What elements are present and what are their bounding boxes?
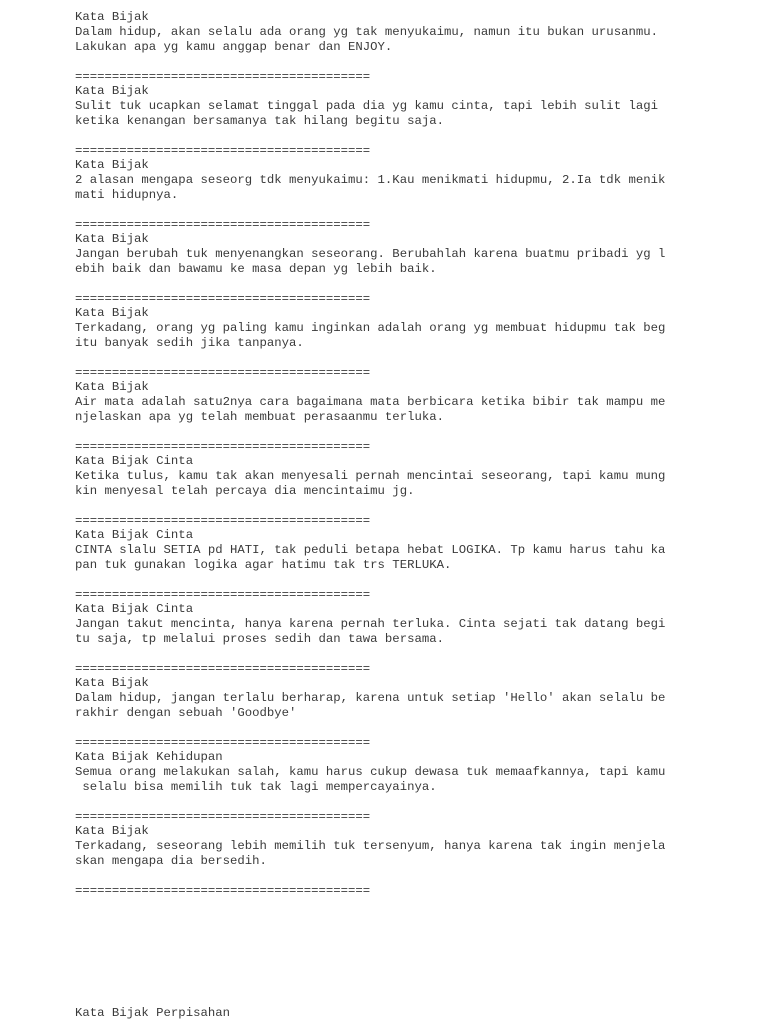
separator-line: ======================================== [75,440,371,454]
entry-text-line: Dalam hidup, jangan terlalu berharap, karena untuk setiap 'Hello' akan selalu be [75,691,666,705]
blank-line [75,869,735,884]
blank-line [75,795,735,810]
entry-text-line: Dalam hidup, akan selalu ada orang yg tak menyukaimu, namun itu bukan urusanmu. [75,25,658,39]
separator-line: ======================================== [75,588,371,602]
blank-line [75,499,735,514]
quote-entry [75,84,735,158]
entry-text-line: skan mengapa dia bersedih. [75,854,267,868]
entry-text-line: Semua orang melakukan salah, kamu harus cukup dewasa tuk memaafkannya, tapi kamu [75,765,666,779]
separator-line: ======================================== [75,736,371,750]
separator-line: ======================================== [75,144,371,158]
entry-text-line: selalu bisa memilih tuk tak lagi mempercayainya. [75,780,437,794]
entry-title: Kata Bijak [75,84,149,98]
blank-line [75,351,735,366]
entry-title: Kata Bijak Cinta [75,528,194,542]
entry-title: Kata Bijak [75,676,149,690]
entry-text-line: njelaskan apa yg telah membuat perasaanmu terluka. [75,410,444,424]
separator-line: ======================================== [75,514,371,528]
separator-line: ======================================== [75,70,371,84]
entry-title: Kata Bijak [75,306,149,320]
entry-text-line: Jangan berubah tuk menyenangkan seseorang. Berubahlah karena buatmu pribadi yg l [75,247,666,261]
footer-entry-title: Kata Bijak Perpisahan [75,1006,230,1020]
entry-title: Kata Bijak Cinta [75,602,194,616]
blank-line [75,573,735,588]
entry-text-line: kin menyesal telah percaya dia mencintaimu jg. [75,484,415,498]
quote-entry [75,380,735,454]
separator-line: ======================================== [75,218,371,232]
blank-line [75,721,735,736]
separator-line: ======================================== [75,366,371,380]
quote-entry [75,454,735,528]
entry-title: Kata Bijak Kehidupan [75,750,223,764]
entry-text-line: ebih baik dan bawamu ke masa depan yg lebih baik. [75,262,437,276]
entry-text-line: rakhir dengan sebuah 'Goodbye' [75,706,297,720]
entry-text-line: mati hidupnya. [75,188,179,202]
entry-text-line: Air mata adalah satu2nya cara bagaimana mata berbicara ketika bibir tak mampu me [75,395,666,409]
blank-line [75,129,735,144]
entry-text-line: Jangan takut mencinta, hanya karena pernah terluka. Cinta sejati tak datang begi [75,617,666,631]
quote-entry [75,232,735,306]
entry-text-line: Terkadang, seseorang lebih memilih tuk tersenyum, hanya karena tak ingin menjela [75,839,666,853]
entry-text-line: Sulit tuk ucapkan selamat tinggal pada dia yg kamu cinta, tapi lebih sulit lagi [75,99,658,113]
blank-line [75,277,735,292]
quote-entry [75,824,735,898]
quote-entry [75,158,735,232]
entry-title: Kata Bijak [75,232,149,246]
quote-entry [75,528,735,602]
entry-title: Kata Bijak [75,158,149,172]
entry-text-line: CINTA slalu SETIA pd HATI, tak peduli betapa hebat LOGIKA. Tp kamu harus tahu ka [75,543,666,557]
entry-title: Kata Bijak [75,10,149,24]
separator-line: ======================================== [75,884,371,898]
entry-title: Kata Bijak [75,824,149,838]
entry-text-line: Ketika tulus, kamu tak akan menyesali pernah mencintai seseorang, tapi kamu mung [75,469,666,483]
entry-text-line: 2 alasan mengapa seseorg tdk menyukaimu: 1.Kau menikmati hidupmu, 2.Ia tdk menik [75,173,666,187]
separator-line: ======================================== [75,810,371,824]
separator-line: ======================================== [75,292,371,306]
entry-text-line: ketika kenangan bersamanya tak hilang begitu saja. [75,114,444,128]
entry-title: Kata Bijak Cinta [75,454,194,468]
blank-line [75,425,735,440]
entry-text-line: itu banyak sedih jika tanpanya. [75,336,304,350]
quote-entry [75,676,735,750]
blank-line [75,203,735,218]
quote-entry [75,602,735,676]
document-page [75,10,735,898]
quote-entry [75,750,735,824]
entry-text-line: tu saja, tp melalui proses sedih dan tawa bersama. [75,632,444,646]
separator-line: ======================================== [75,662,371,676]
entry-text-line: Terkadang, orang yg paling kamu inginkan adalah orang yg membuat hidupmu tak beg [75,321,666,335]
entry-text-line: pan tuk gunakan logika agar hatimu tak trs TERLUKA. [75,558,452,572]
entry-title: Kata Bijak [75,380,149,394]
blank-line [75,55,735,70]
entry-text-line: Lakukan apa yg kamu anggap benar dan ENJOY. [75,40,393,54]
quote-entry [75,306,735,380]
blank-line [75,647,735,662]
quote-entry [75,10,735,84]
